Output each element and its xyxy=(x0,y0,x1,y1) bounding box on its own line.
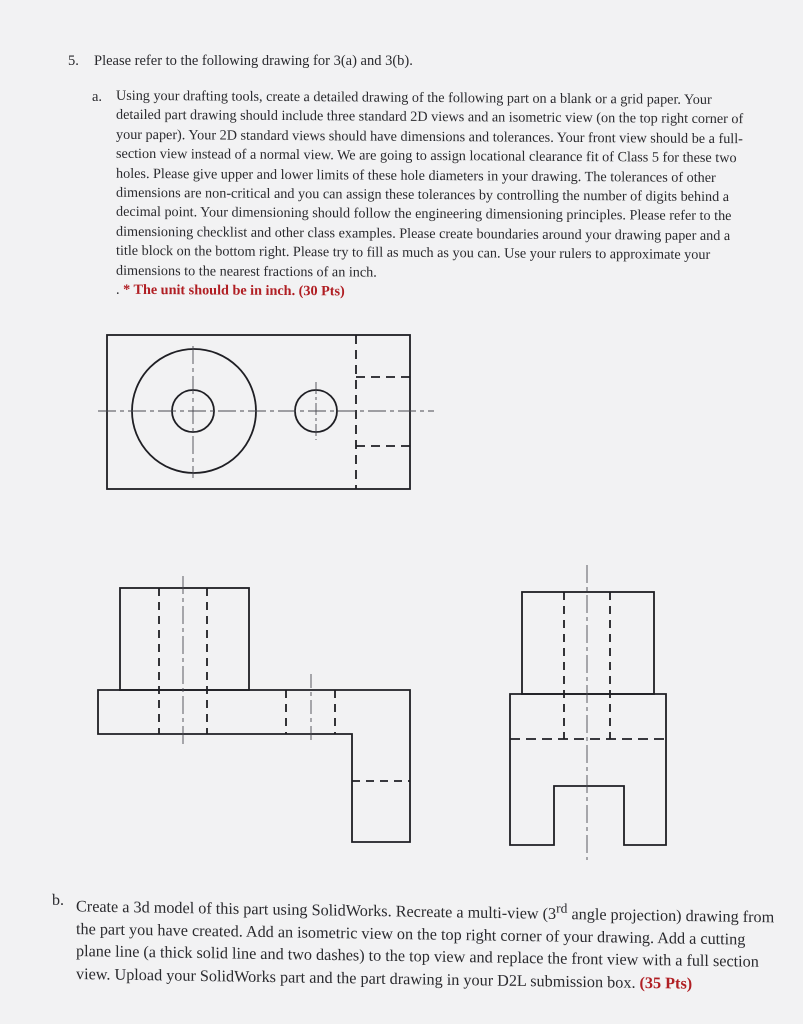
part-b-text-2: angle projection) drawing from the part you have created. Add an isometric view on the top right corner of your drawing. Add a cutting plane line (a thick solid line and two dashes) to the top view and replace the front view with a full section view. Upload your SolidWorks part and the part drawing in your D2L submission box. xyxy=(76,905,775,992)
front-view-boss xyxy=(120,588,249,690)
side-view-boss xyxy=(522,592,654,694)
part-b-label: b. xyxy=(52,892,64,909)
front-view-base xyxy=(98,690,410,842)
part-a-note-prefix: . xyxy=(116,281,120,298)
part-a-label: a. xyxy=(92,89,103,105)
part-b-text-1: Create a 3d model of this part using SolidWorks. Recreate a multi-view (3 xyxy=(76,897,557,923)
part-a-text: Using your drafting tools, create a detailed drawing of the following part on a blank or a grid paper. Your detailed part drawing should include three standard 2D views and an isometric view (on the top right corner of your paper). Your 2D standard views should have dimensions and tolerances. Your front view should be a full-section view instead of a normal view. We are going to assign locational clearance fit of Class 5 for these two holes. Please give upper and lower limits of these hole diameters in your drawing. The tolerances of other dimensions are non-critical and you can assign these tolerances by controlling the number of digits behind a decimal point. Your dimensioning should follow the engineering dimensioning principles. Please refer to the dimensioning checklist and other class examples. Please create boundaries around your drawing paper and a title block on the bottom right. Please try to fill as much as you can. Use your rulers to approximate your dimensions to the nearest fractions of an inch. xyxy=(116,87,744,281)
part-b-superscript: rd xyxy=(556,900,568,916)
side-view-body xyxy=(510,694,666,845)
top-view-outline xyxy=(107,335,410,489)
unit-note: * The unit should be in inch. (30 Pts) xyxy=(123,281,345,300)
question-number: 5. xyxy=(68,53,79,69)
part-b-paragraph xyxy=(76,890,776,996)
part-b-points: (35 Pts) xyxy=(639,973,693,993)
question-intro: Please refer to the following drawing for 3(a) and 3(b). xyxy=(94,53,413,69)
